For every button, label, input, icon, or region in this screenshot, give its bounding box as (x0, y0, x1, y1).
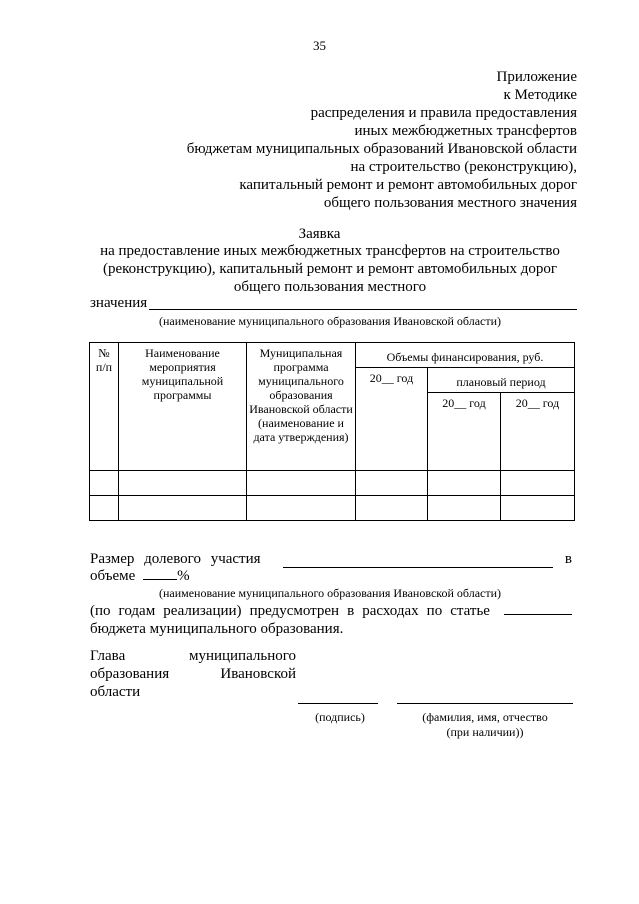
share-row (90, 551, 572, 568)
header-volumes: Объемы финансирования, руб. (356, 343, 575, 368)
volume-label: объеме (90, 568, 136, 584)
header-year: 20__ год (356, 368, 428, 471)
table-cell[interactable] (90, 496, 119, 521)
budget-text: бюджета муниципального образования. (90, 621, 344, 637)
financing-table (89, 342, 575, 521)
appendix-line: иных межбюджетных трансфертов (354, 123, 577, 139)
percent-sign: % (177, 568, 190, 584)
appendix-line: на строительство (реконструкцию), (350, 159, 577, 175)
subtitle-line: общего пользования местного (233, 279, 427, 295)
name-caption-line: (при наличии)) (446, 725, 524, 739)
head-line: области (90, 684, 141, 700)
appendix-line: к Методике (503, 87, 577, 103)
table-cell[interactable] (247, 471, 356, 496)
appendix-line: бюджетам муниципальных образований Ивановской области (186, 141, 577, 157)
subtitle-line: (реконструкцию), капитальный ремонт и ремонт автомобильных дорог (102, 261, 558, 277)
page-number: 35 (313, 38, 326, 53)
appendix-line: Приложение (496, 69, 577, 85)
years-row (90, 602, 572, 620)
name-line[interactable] (397, 703, 573, 704)
header-num: № п/п (90, 343, 119, 471)
header-plan-year-2: 20__ год (501, 393, 575, 471)
table-cell[interactable] (501, 471, 575, 496)
share-caption: (наименование муниципального образования Ивановской области) (158, 586, 502, 600)
appendix-line: капитальный ремонт и ремонт автомобильных дорог (239, 177, 577, 193)
name-caption-line: (фамилия, имя, отчество (422, 710, 548, 724)
header-plan-year-1: 20__ год (428, 393, 501, 471)
head-signature-title (90, 647, 296, 701)
znach-label: значения (90, 295, 148, 311)
header-program: Муниципальная программа муниципального образования Ивановской области (наименование и дата утверждения) (247, 343, 356, 471)
table-cell[interactable] (501, 496, 575, 521)
table-cell[interactable] (119, 471, 247, 496)
table-cell[interactable] (356, 496, 428, 521)
application-title: Заявка (298, 226, 341, 242)
header-event: Наименование мероприятия муниципальной программы (119, 343, 247, 471)
table-cell[interactable] (356, 471, 428, 496)
head-line: образования Ивановской (90, 666, 296, 682)
percent-fill-line[interactable] (143, 567, 177, 580)
head-line: Глава муниципального (90, 648, 296, 664)
share-in: в (564, 551, 572, 567)
signature-line[interactable] (298, 703, 378, 704)
table-cell[interactable] (247, 496, 356, 521)
header-plan: плановый период (428, 368, 575, 393)
municipality-fill-line[interactable] (149, 309, 577, 310)
article-fill-line[interactable] (504, 602, 572, 615)
table-row (90, 496, 575, 521)
table-cell[interactable] (119, 496, 247, 521)
volume-row (90, 567, 190, 585)
appendix-line: общего пользования местного значения (323, 195, 577, 211)
appendix-header (187, 68, 577, 212)
table-cell[interactable] (428, 496, 501, 521)
municipality-caption: (наименование муниципального образования Ивановской области) (158, 314, 502, 328)
share-label: Размер долевого участия (90, 551, 261, 567)
table-cell[interactable] (90, 471, 119, 496)
subtitle-line: на предоставление иных межбюджетных трансфертов на строительство (100, 243, 560, 259)
years-text: (по годам реализации) предусмотрен в расходах по статье (90, 603, 490, 619)
application-subtitle (90, 242, 570, 296)
name-caption (397, 710, 573, 740)
table-cell[interactable] (428, 471, 501, 496)
signature-caption: (подпись) (315, 710, 365, 724)
appendix-line: распределения и правила предоставления (310, 105, 577, 121)
table-row (90, 471, 575, 496)
share-fill-line[interactable] (283, 553, 553, 568)
